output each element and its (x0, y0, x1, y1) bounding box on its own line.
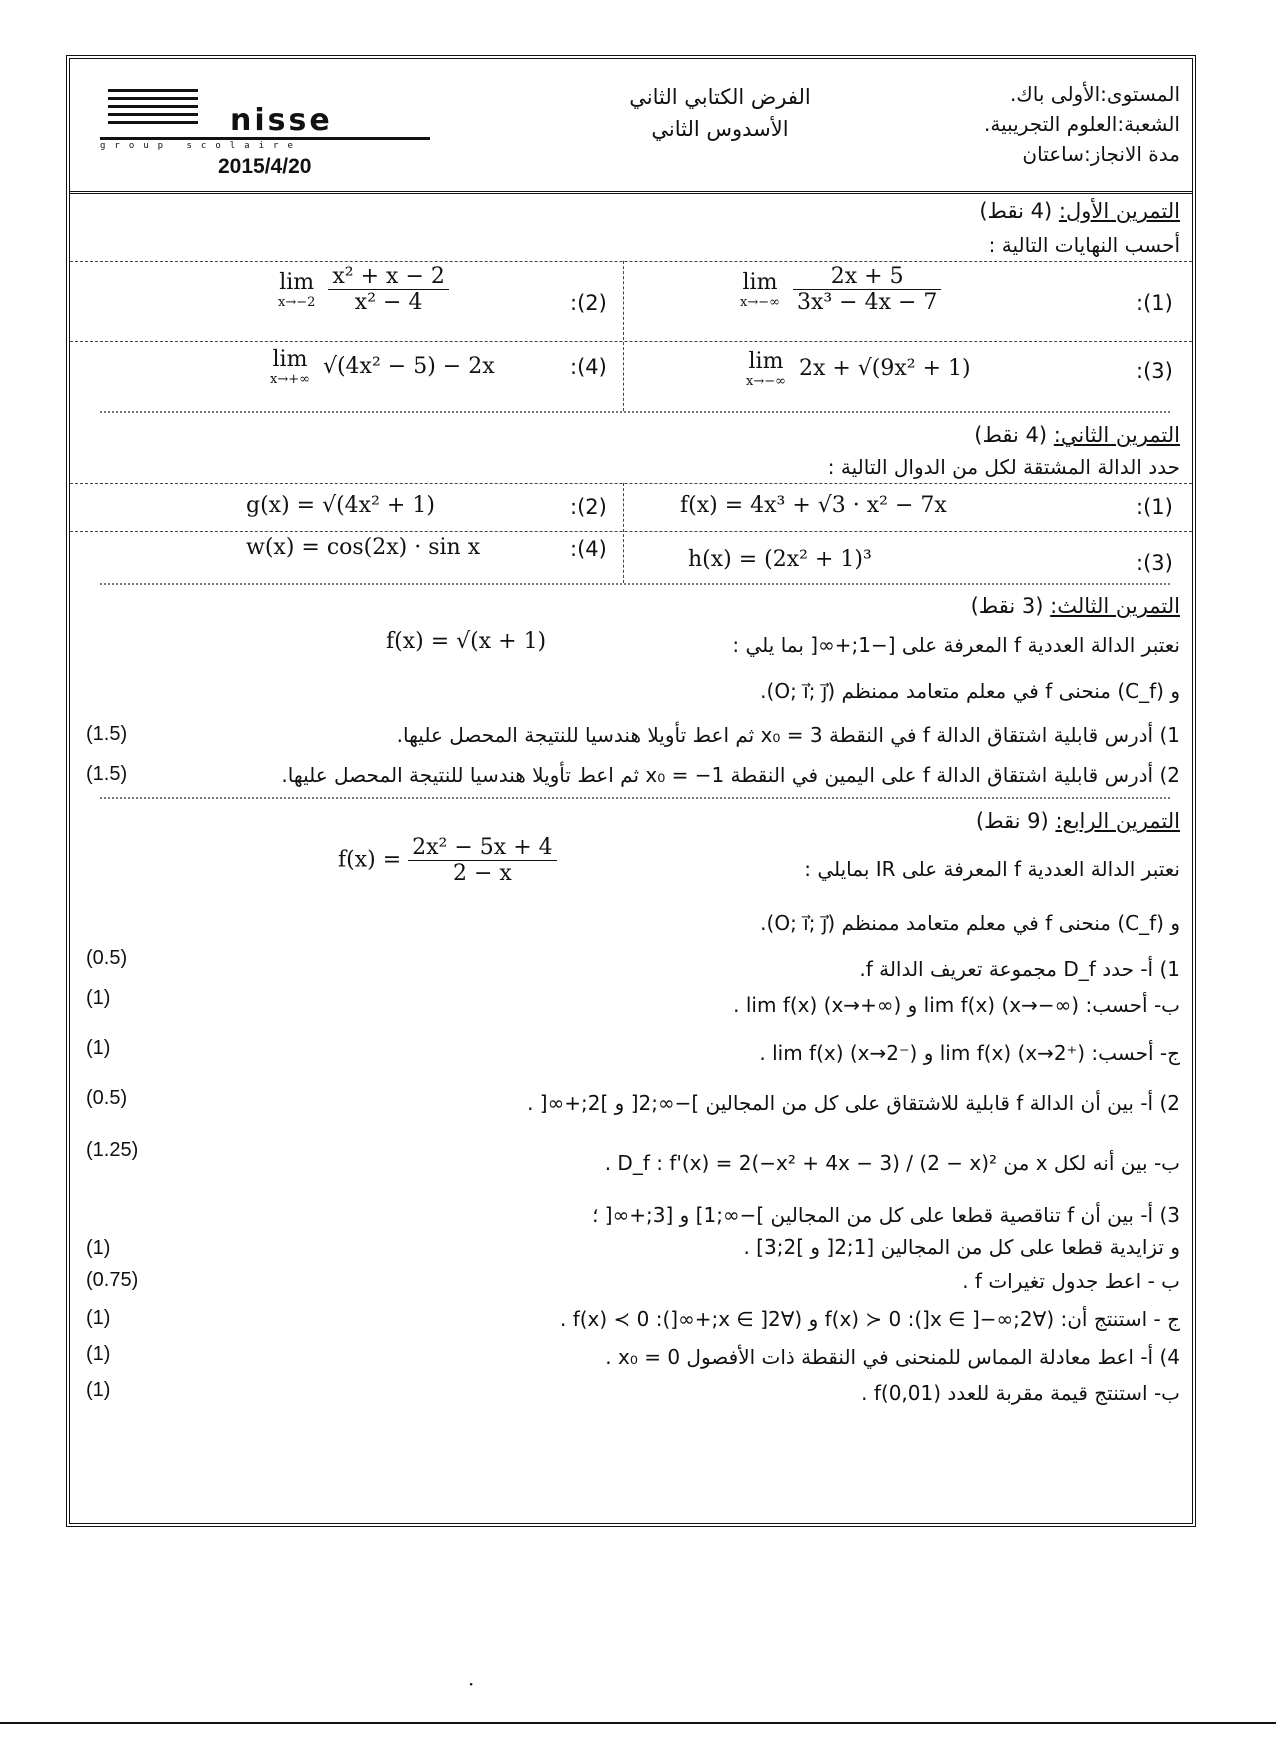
ex1-limit-2-den: x² − 4 (354, 290, 423, 315)
ex1-label-4: :(4) (570, 355, 607, 379)
ex4-question-1a: 1) أ- حدد D_f مجموعة تعريف الدالة f. (859, 957, 1180, 981)
ex4-function-num: 2x² − 5x + 4 (408, 835, 556, 861)
ex4-intro: نعتبر الدالة العددية f المعرفة على IR بمايلي : (804, 857, 1180, 881)
ex4-question-3a: 3) أ- بين أن f تناقصية قطعا على كل من المجالين ]−∞;1] و [3;+∞[ ؛ (592, 1203, 1180, 1227)
column-divider (623, 261, 624, 411)
ex4-function-lhs: f(x) = (338, 847, 402, 873)
exam-meta (880, 79, 1180, 169)
stray-mark: · (468, 1672, 475, 1696)
ex4-score-6: (1) (86, 1237, 111, 1259)
level: المستوى:الأولى باك. (1009, 82, 1180, 106)
divider (70, 531, 1192, 532)
ex4-question-2b: ب- بين أنه لكل x من D_f : f'(x) = 2(−x² + 4x − 3) / (2 − x)² . (604, 1151, 1180, 1175)
ex1-limit-1-den: 3x³ − 4x − 7 (796, 290, 938, 315)
ex1-limit-1: lim x→−∞ $\frac{2x + 5}{\text{3x³ − 4x − 7}}$ (740, 264, 941, 315)
ex4-score-9: (1) (86, 1343, 111, 1365)
ex2-points: (4 نقط) (974, 423, 1048, 447)
exam-sheet (66, 55, 1196, 1527)
divider (70, 483, 1192, 484)
ex4-points: (9 نقط) (975, 809, 1049, 833)
ex1-limit-4-sub: x→+∞ (270, 372, 310, 387)
section-separator (100, 583, 1170, 585)
bottom-rule (0, 1722, 1276, 1724)
exam-title: الفرض الكتابي الثاني (629, 85, 811, 109)
divider (70, 341, 1192, 342)
ex2-func-3: h(x) = (2x² + 1)³ (688, 547, 872, 572)
ex4-score-1: (0.5) (86, 947, 128, 969)
ex1-label-2: :(2) (570, 291, 607, 315)
logo-name: nisse (230, 103, 333, 138)
ex4-score-8: (1) (86, 1307, 111, 1329)
ex3-score-1: (1.5) (86, 723, 128, 745)
ex1-limit-1-num: 2x + 5 (793, 264, 941, 290)
ex2-label-2: :(2) (570, 495, 607, 519)
ex3-title (971, 594, 1180, 618)
section-separator (100, 797, 1170, 799)
ex1-limit-4: lim x→+∞ √(4x² − 5) − 2x (270, 347, 495, 387)
duration: مدة الانجاز:ساعتان (1022, 142, 1180, 166)
ex4-question-1c: ج- أحسب: lim f(x) (x→2⁺) و lim f(x) (x→2⁻) . (759, 1041, 1180, 1065)
ex2-func-2: g(x) = √(4x² + 1) (246, 493, 435, 518)
ex4-question-1b: ب- أحسب: lim f(x) (x→−∞) و lim f(x) (x→+∞) . (733, 993, 1180, 1017)
ex4-score-4: (0.5) (86, 1087, 128, 1109)
branch: الشعبة:العلوم التجريبية. (984, 112, 1180, 136)
ex4-score-2: (1) (86, 987, 111, 1009)
ex3-score-2: (1.5) (86, 763, 128, 785)
ex2-func-1: f(x) = 4x³ + √3 · x² − 7x (680, 493, 947, 518)
column-divider (623, 483, 624, 583)
ex2-title-text: التمرين الثاني: (1053, 423, 1180, 447)
ex1-limit-2-num: x² + x − 2 (328, 264, 448, 290)
ex4-score-10: (1) (86, 1379, 111, 1401)
ex1-title-text: التمرين الأول: (1058, 199, 1180, 223)
ex1-limit-3: lim x→−∞ 2x + √(9x² + 1) (746, 349, 971, 389)
school-logo (100, 83, 440, 183)
ex1-points: (4 نقط) (979, 199, 1053, 223)
ex1-label-3: :(3) (1136, 359, 1173, 383)
ex4-question-3b: ب - اعط جدول تغيرات f . (962, 1269, 1180, 1293)
ex1-instruction: أحسب النهايات التالية : (988, 233, 1180, 257)
ex4-score-7: (0.75) (86, 1269, 139, 1291)
ex4-question-3c: ج - استنتج أن: (∀x ∈ ]−∞;2[): f(x) ≻ 0 و (∀x ∈ ]2;+∞[): f(x) ≺ 0 . (559, 1307, 1180, 1331)
exam-title-box (570, 81, 870, 145)
ex3-points: (3 نقط) (970, 594, 1044, 618)
ex3-question-2: 2) أدرس قابلية اشتقاق الدالة f على اليمين في النقطة x₀ = −1 ثم اعط تأويلا هندسيا للنتيجة المحصل عليها. (281, 763, 1180, 787)
ex4-curve: و (C_f) منحنى f في معلم متعامد ممنظم (O; i⃗; j⃗). (760, 911, 1180, 935)
ex1-limit-2-sub: x→−2 (278, 294, 316, 310)
ex2-title (974, 423, 1180, 447)
divider (70, 261, 1192, 262)
ex2-instruction: حدد الدالة المشتقة لكل من الدوال التالية : (827, 455, 1180, 479)
ex4-title-text: التمرين الرابع: (1055, 809, 1180, 833)
logo-lines-icon (108, 89, 198, 129)
section-separator (100, 411, 1170, 413)
ex3-curve: و (C_f) منحنى f في معلم متعامد ممنظم (O; i⃗; j⃗). (760, 679, 1180, 703)
ex4-question-4b: ب- استنتج قيمة مقربة للعدد f(0,01) . (861, 1381, 1180, 1405)
ex4-function-den: 2 − x (452, 861, 512, 886)
ex4-title (976, 809, 1180, 833)
logo-tagline: group scolaire (100, 137, 430, 151)
exam-date: 2015/4/20 (218, 155, 312, 178)
ex1-title (979, 199, 1180, 223)
ex2-label-4: :(4) (570, 537, 607, 561)
ex4-function (338, 835, 557, 886)
ex1-limit-3-expr: 2x + √(9x² + 1) (798, 356, 971, 381)
ex2-label-3: :(3) (1136, 551, 1173, 575)
header (70, 59, 1192, 194)
ex1-limit-4-expr: √(4x² − 5) − 2x (322, 354, 495, 379)
ex2-label-1: :(1) (1136, 495, 1173, 519)
semester: الأسدوس الثاني (651, 117, 789, 141)
ex4-question-3a-cont: و تزايدية قطعا على كل من المجالين [1;2[ و ]2;3] . (743, 1235, 1180, 1259)
ex1-limit-1-sub: x→−∞ (740, 294, 780, 310)
ex4-score-3: (1) (86, 1037, 111, 1059)
ex3-function: f(x) = √(x + 1) (386, 629, 547, 654)
ex4-score-5: (1.25) (86, 1139, 139, 1161)
ex3-intro: نعتبر الدالة العددية f المعرفة على [−1;+∞[ بما يلي : (732, 633, 1180, 657)
ex1-limit-3-sub: x→−∞ (746, 374, 786, 389)
ex3-question-1: 1) أدرس قابلية اشتقاق الدالة f في النقطة x₀ = 3 ثم اعط تأويلا هندسيا للنتيجة المحصل عليها. (396, 723, 1180, 747)
ex4-question-2a: 2) أ- بين أن الدالة f قابلية للاشتقاق على كل من المجالين ]−∞;2[ و ]2;+∞[ . (527, 1091, 1180, 1115)
ex1-limit-2: lim x→−2 $\frac{\text{x² + x − 2}}{\text{x² − 4}}$ (278, 264, 449, 315)
ex1-label-1: :(1) (1136, 291, 1173, 315)
ex4-question-4a: 4) أ- اعط معادلة المماس للمنحنى في النقطة ذات الأفصول x₀ = 0 . (605, 1345, 1180, 1369)
ex3-title-text: التمرين الثالث: (1050, 594, 1180, 618)
ex2-func-4: w(x) = cos(2x) · sin x (246, 535, 481, 560)
